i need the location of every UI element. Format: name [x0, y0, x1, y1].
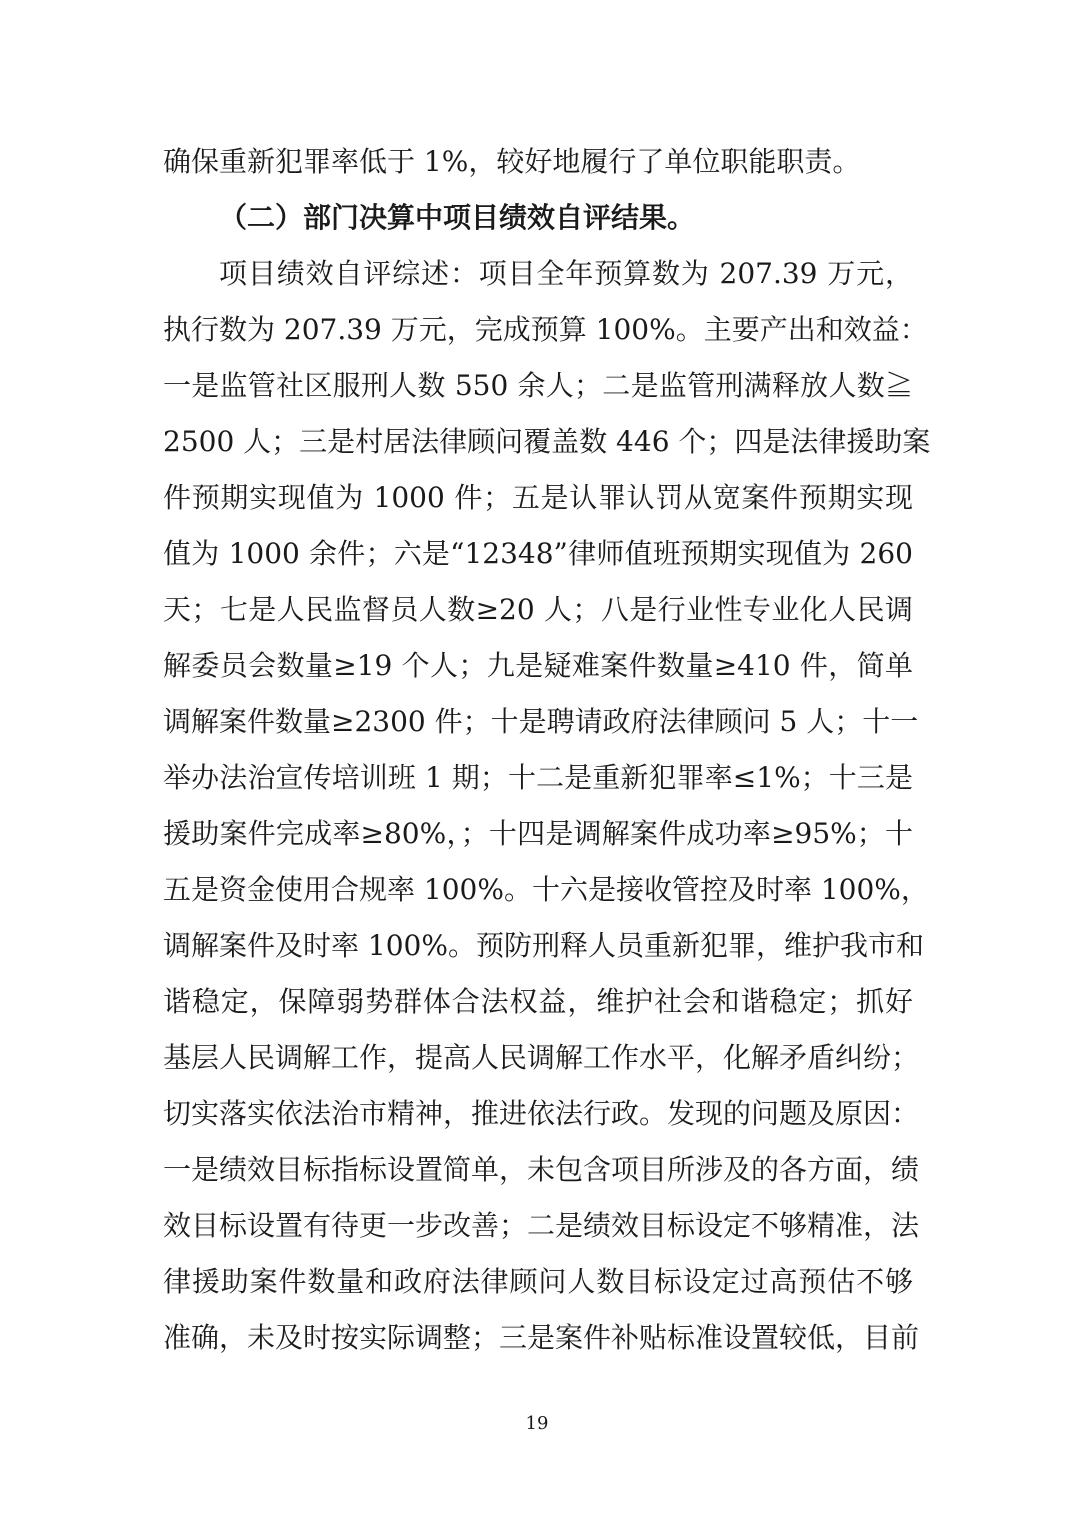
paragraph-line: 件预期实现值为 1000 件；五是认罪认罚从宽案件预期实现: [163, 481, 913, 514]
paragraph-line: 援助案件完成率≥80%，；十四是调解案件成功率≥95%；十: [163, 817, 913, 850]
paragraph-line: 一是监管社区服刑人数 550 余人；二是监管刑满释放人数≧: [163, 369, 913, 402]
paragraph-line: 律援助案件数量和政府法律顾问人数目标设定过高预估不够: [163, 1265, 913, 1298]
paragraph-line: 谐稳定，保障弱势群体合法权益，维护社会和谐稳定；抓好: [163, 985, 913, 1018]
paragraph-line: 五是资金使用合规率 100%。十六是接收管控及时率 100%，: [163, 873, 929, 906]
page-number: 19: [525, 1413, 549, 1434]
paragraph-line: 基层人民调解工作，提高人民调解工作水平，化解矛盾纠纷；: [163, 1041, 920, 1074]
text-line-continuation: 确保重新犯罪率低于 1%，较好地履行了单位职能职责。: [163, 145, 861, 178]
paragraph-line: 调解案件数量≥2300 件；十是聘请政府法律顾问 5 人；十一: [163, 705, 919, 738]
paragraph-line: 切实落实依法治市精神，推进依法行政。发现的问题及原因：: [163, 1097, 920, 1130]
paragraph-line: 值为 1000 余件；六是“12348”律师值班预期实现值为 260: [163, 537, 913, 570]
paragraph-line: 效目标设置有待更一步改善；二是绩效目标设定不够精准，法: [163, 1209, 920, 1242]
paragraph-line: 天；七是人民监督员人数≥20 人；八是行业性专业化人民调: [163, 593, 913, 626]
paragraph-line: 执行数为 207.39 万元，完成预算 100%。主要产出和效益：: [163, 313, 928, 346]
paragraph-line: 2500 人；三是村居法律顾问覆盖数 446 个；四是法律援助案: [163, 425, 931, 458]
paragraph-line: 调解案件及时率 100%。预防刑释人员重新犯罪，维护我市和: [163, 929, 924, 962]
paragraph-first-line: 项目绩效自评综述：项目全年预算数为 207.39 万元，: [219, 257, 913, 290]
paragraph-line: 解委员会数量≥19 个人；九是疑难案件数量≥410 件，简单: [163, 649, 913, 682]
paragraph-line: 举办法治宣传培训班 1 期；十二是重新犯罪率≤1%；十三是: [163, 761, 913, 794]
paragraph-line: 准确，未及时按实际调整；三是案件补贴标准设置较低，目前: [163, 1321, 920, 1354]
paragraph-line: 一是绩效目标指标设置简单，未包含项目所涉及的各方面，绩: [163, 1153, 920, 1186]
section-heading: （二）部门决算中项目绩效自评结果。: [219, 201, 696, 234]
